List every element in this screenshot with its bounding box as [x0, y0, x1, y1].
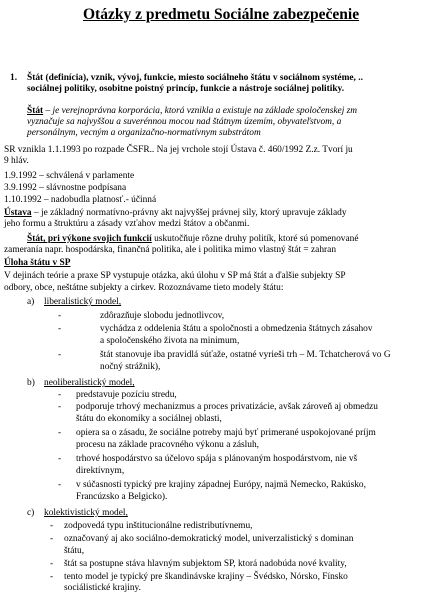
model-name: kolektivistický model, — [44, 508, 128, 518]
list-item-continued: sociálistické krajiny. — [64, 583, 141, 593]
date-line-2: 3.9.1992 – slávnostne podpísana — [4, 183, 127, 193]
list-item: opiera sa o zásadu, že sociálne potreby majú byť primerané uspokojované príjm — [76, 428, 376, 438]
state-term: Štát — [27, 106, 44, 116]
list-item: vychádza z oddelenia štátu a spoločnosti a obmedzenia štátnych zásahov — [100, 324, 373, 334]
list-item-continued: direktívnym, — [76, 466, 125, 476]
bullet-dash: - — [58, 350, 62, 360]
model-letter: b) — [27, 378, 35, 388]
question-number: 1. — [10, 73, 18, 83]
question-line-2: sociálnej politiky, osobitne poistný princíp, funkcie a nástroje sociálnej politiky. — [27, 84, 345, 94]
bullet-dash: - — [58, 311, 62, 321]
ustava-term: Ústava — [4, 208, 32, 218]
list-item: trhové hospodárstvo sa účelovo spája s plánovaným hospodárstvom, nie vš — [76, 454, 358, 464]
bullet-dash: - — [58, 454, 62, 464]
bullet-dash: - — [50, 559, 54, 569]
state-definition-text: – je verejnoprávna korporácia, ktorá vznikla a existuje na základe spoločenskej zm — [43, 106, 358, 116]
sr-paragraph-line-2: 9 hláv. — [4, 156, 29, 166]
ustava-text: – je základný normatívno-právny akt najvyššej právnej sily, ktorý upravuje základy — [31, 208, 347, 218]
list-item-continued: procesu na základe pracovného výkonu a zásluh, — [76, 440, 260, 450]
list-item: v súčasnosti typický pre krajiny západnej Európy, najmä Nemecko, Rakúsko, — [76, 480, 366, 490]
bullet-dash: - — [58, 390, 62, 400]
bullet-dash: - — [50, 534, 54, 544]
list-item: označovaný aj ako sociálno-demokratický model, univerzalistický s dominan — [64, 534, 354, 544]
list-item-continued: a spoločenského života na minimum, — [100, 336, 240, 346]
ustava-line-1 — [4, 208, 347, 219]
bullet-dash: - — [58, 480, 62, 490]
model-name: neoliberalistický model, — [44, 378, 135, 388]
uloha-line-2: odbory, obce, neštátne subjekty a cirkev. Rozoznávame tieto modely štátu: — [4, 283, 284, 293]
bullet-dash: - — [58, 428, 62, 438]
bullet-dash: - — [50, 572, 54, 582]
functions-term: Štát, pri výkone svojich funkcií — [27, 234, 152, 244]
functions-line-2: zameranía napr. hospodárska, finančná politika, ale i politika mimo vlastný štát = zahran — [4, 245, 337, 255]
list-item: štát sa postupne stáva hlavným subjektom SP, ktorá nadobúda nové kvality, — [64, 559, 347, 569]
list-item: podporuje trhový mechanizmus a proces privatizácie, avšak zároveň aj obmedzu — [76, 402, 378, 412]
sr-paragraph-line-1: SR vznikla 1.1.1993 po rozpade ČSFR.. Na jej vrchole stojí Ústava č. 460/1992 Z.z. Tvorí ju — [4, 145, 353, 155]
state-definition-line-1 — [27, 106, 357, 117]
date-line-1: 1.9.1992 – schválená v parlamente — [4, 171, 135, 181]
list-item: zdôrazňuje slobodu jednotlivcov, — [100, 311, 225, 321]
uloha-line-1: V dejinách teórie a praxe SP vystupuje otázka, akú úlohu v SP má štát a ďalšie subjekty SP — [4, 271, 346, 281]
list-item-continued: štátu do ekonomiky a sociálnej oblasti, — [76, 414, 222, 424]
ustava-line-2: jeho formu a štruktúru a zásady vzťahov medzi štátov a občanmi. — [4, 219, 250, 229]
bullet-dash: - — [50, 521, 54, 531]
list-item: predstavuje pozíciu stredu, — [76, 390, 177, 400]
bullet-dash: - — [58, 402, 62, 412]
model-letter: c) — [27, 508, 35, 518]
model-name: liberalistický model, — [44, 297, 122, 307]
document-title: Otázky z predmetu Sociálne zabezpečenie — [83, 6, 360, 23]
list-item-continued: štátu, — [64, 546, 85, 556]
date-line-3: 1.10.1992 – nadobudla platnosť.- účinná — [4, 195, 157, 205]
section-heading: Úloha štátu v SP — [4, 258, 71, 268]
model-letter: a) — [27, 297, 35, 307]
question-line-1: Štát (definícia), vznik, vývoj, funkcie, miesto sociálneho štátu v sociálnom systéme, .. — [27, 73, 363, 83]
functions-line-1 — [27, 234, 359, 245]
state-definition-line-3: personálnym, vecným a organizačno-normatívnym substrátom — [27, 128, 261, 138]
functions-text: uskutočňuje rôzne druhy politík, ktoré sú pomenované — [151, 234, 359, 244]
state-definition-line-2: vyznačuje sa najvyššou a suverénnou mocou nad štátnym územím, obyvateľstvom, a — [27, 117, 342, 127]
list-item-continued: nočný strážnik), — [100, 362, 161, 372]
list-item: tento model je typický pre škandinávske krajiny – Švédsko, Nórsko, Fínsko — [64, 572, 348, 582]
list-item: štát stanovuje iba pravidlá súťaže, ostatné vyrieši trh – M. Tchatcherová vo G — [100, 350, 391, 360]
bullet-dash: - — [58, 324, 62, 334]
list-item-continued: Francúzsko a Belgicko). — [76, 492, 168, 502]
list-item: zodpovedá typu inštitucionálne redistributívnemu, — [64, 521, 253, 531]
